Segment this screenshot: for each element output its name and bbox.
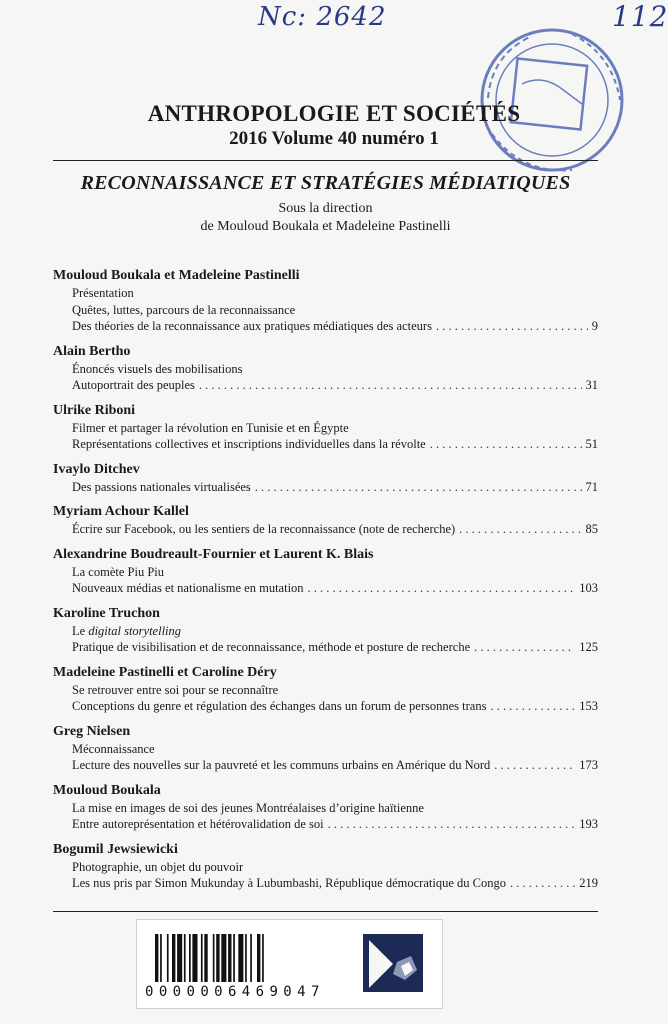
leader-dots [494,757,575,774]
entry-author: Ivaylo Ditchev [53,461,140,477]
entry-title-line [53,580,598,597]
leader-dots [328,816,576,833]
entry-page: 193 [579,817,598,831]
divider-top [53,160,598,161]
entry-subtitle: Méconnaissance [72,741,155,756]
entry-page: 173 [579,758,598,772]
entry-page: 31 [585,378,598,392]
toc-entry [53,460,598,496]
toc-entry [53,342,598,394]
toc-entry [53,401,598,453]
entry-page: 9 [591,319,598,333]
toc-entry [53,663,598,715]
subtitle-italic: digital storytelling [88,623,182,638]
entry-title: Lecture des nouvelles sur la pauvreté et les communs urbains en Amérique du Nord [72,758,491,772]
entry-title-line [53,816,598,833]
entry-author: Alain Bertho [53,343,131,359]
handwritten-page-number: 112 [612,0,668,33]
leader-dots [510,875,575,892]
entry-author: Karoline Truchon [53,605,160,621]
entry-title-line [53,377,598,394]
barcode-bar [204,934,207,982]
barcode-digits: 0000006469047 [145,984,325,1000]
entry-author: Myriam Achour Kallel [53,504,189,519]
barcode-bar [216,934,219,982]
barcode-bar [262,934,264,982]
barcode-bar [250,934,252,982]
divider-bottom [53,911,598,912]
barcode-bar [155,934,158,982]
entry-author: Bogumil Jewsiewicki [53,841,178,857]
entry-title: Pratique de visibilisation et de reconnaissance, méthode et posture de recherche [72,640,471,654]
barcode-bar [213,934,215,982]
publisher-logo-icon [363,934,423,992]
entry-title: Entre autoreprésentation et hétérovalidation de soi [72,817,324,831]
toc-entry [53,840,598,892]
entry-subtitle: Filmer et partager la révolution en Tunisie et en Égypte [72,420,349,435]
barcode-bars [155,934,355,990]
toc-entry [53,545,598,597]
leader-dots [436,318,588,335]
entry-subtitle: La mise en images de soi des jeunes Montréalaises d’origine haïtienne [72,800,424,815]
barcode-bar [245,934,247,982]
toc-entry [53,781,598,833]
barcode-bar [238,934,243,982]
entry-title: Conceptions du genre et régulation des échanges dans un forum de personnes trans [72,699,487,713]
entry-subtitle: Se retrouver entre soi pour se reconnaître [72,682,279,697]
barcode-bar [167,934,169,982]
barcode-bar [184,934,186,982]
leader-dots [255,479,582,496]
entry-author: Ulrike Riboni [53,402,136,418]
entry-title-line [53,318,598,335]
subtitle-prefix: Le [72,623,89,638]
entry-author: Alexandrine Boudreault-Fournier et Laurent K. Blais [53,546,374,562]
entry-subtitle: Présentation [72,286,134,300]
barcode-label [136,919,443,1009]
entry-title-line [53,875,598,892]
entry-title: Écrire sur Facebook, ou les sentiers de la reconnaissance (note de recherche) [72,522,456,536]
entry-title-line [53,639,598,656]
entry-page: 125 [579,640,598,654]
barcode-bar [192,934,197,982]
barcode-bar [177,934,182,982]
entry-title: Des théories de la reconnaissance aux pratiques médiatiques des acteurs [72,319,432,333]
direction-line-1: Sous la direction [278,201,373,216]
leader-dots [430,436,582,453]
entry-page: 85 [585,522,598,536]
table-of-contents [53,266,598,892]
entry-page: 103 [579,581,598,595]
barcode-bar [233,934,235,982]
entry-title: Autoportrait des peuples [72,378,195,392]
barcode-bar [172,934,175,982]
journal-title: ANTHROPOLOGIE ET SOCIÉTÉS [147,101,521,126]
entry-subtitle: Photographie, un objet du pouvoir [72,859,244,874]
barcode-bar [257,934,260,982]
entry-subtitle: Énoncés visuels des mobilisations [72,361,243,376]
entry-author: Greg Nielsen [53,723,131,739]
toc-entry [53,502,598,538]
entry-author: Mouloud Boukala et Madeleine Pastinelli [53,268,300,283]
handwritten-reference: Nc: 2642 [258,2,387,32]
toc-entry [53,722,598,774]
barcode-bar [189,934,191,982]
leader-dots [459,521,581,538]
entry-page: 71 [585,479,598,494]
barcode-bar [228,934,231,982]
entry-title-line [53,757,598,774]
leader-dots [308,580,576,597]
toc-entry [53,604,598,656]
entry-title-line [53,436,598,453]
entry-title: Des passions nationales virtualisées [72,479,251,494]
entry-title: Représentations collectives et inscriptions individuelles dans la révolte [72,437,426,451]
toc-entry [53,266,598,335]
theme-title: RECONNAISSANCE ET STRATÉGIES MÉDIATIQUES [80,172,571,194]
journal-issue: 2016 Volume 40 numéro 1 [229,128,439,149]
entry-title: Les nus pris par Simon Mukunday à Lubumbashi, République démocratique du Congo [72,876,506,890]
entry-title-line [53,698,598,715]
entry-page: 219 [579,876,598,890]
entry-author: Mouloud Boukala [53,782,161,798]
barcode-bar [160,934,162,982]
leader-dots [199,377,582,394]
entry-page: 153 [579,699,598,713]
direction-line-2: de Mouloud Boukala et Madeleine Pastinelli [200,219,451,234]
barcode-bar [201,934,203,982]
entry-title-line [53,521,598,538]
entry-title-line [53,479,598,496]
entry-subtitle: La comète Piu Piu [72,564,164,579]
entry-subtitle: Quêtes, luttes, parcours de la reconnaissance [72,302,296,317]
leader-dots [490,698,575,715]
entry-title: Nouveaux médias et nationalisme en mutation [72,581,304,595]
entry-subtitle [53,623,598,640]
entry-page: 51 [585,437,598,451]
entry-author: Madeleine Pastinelli et Caroline Déry [53,664,277,680]
barcode-bar [221,934,226,982]
leader-dots [474,639,575,656]
